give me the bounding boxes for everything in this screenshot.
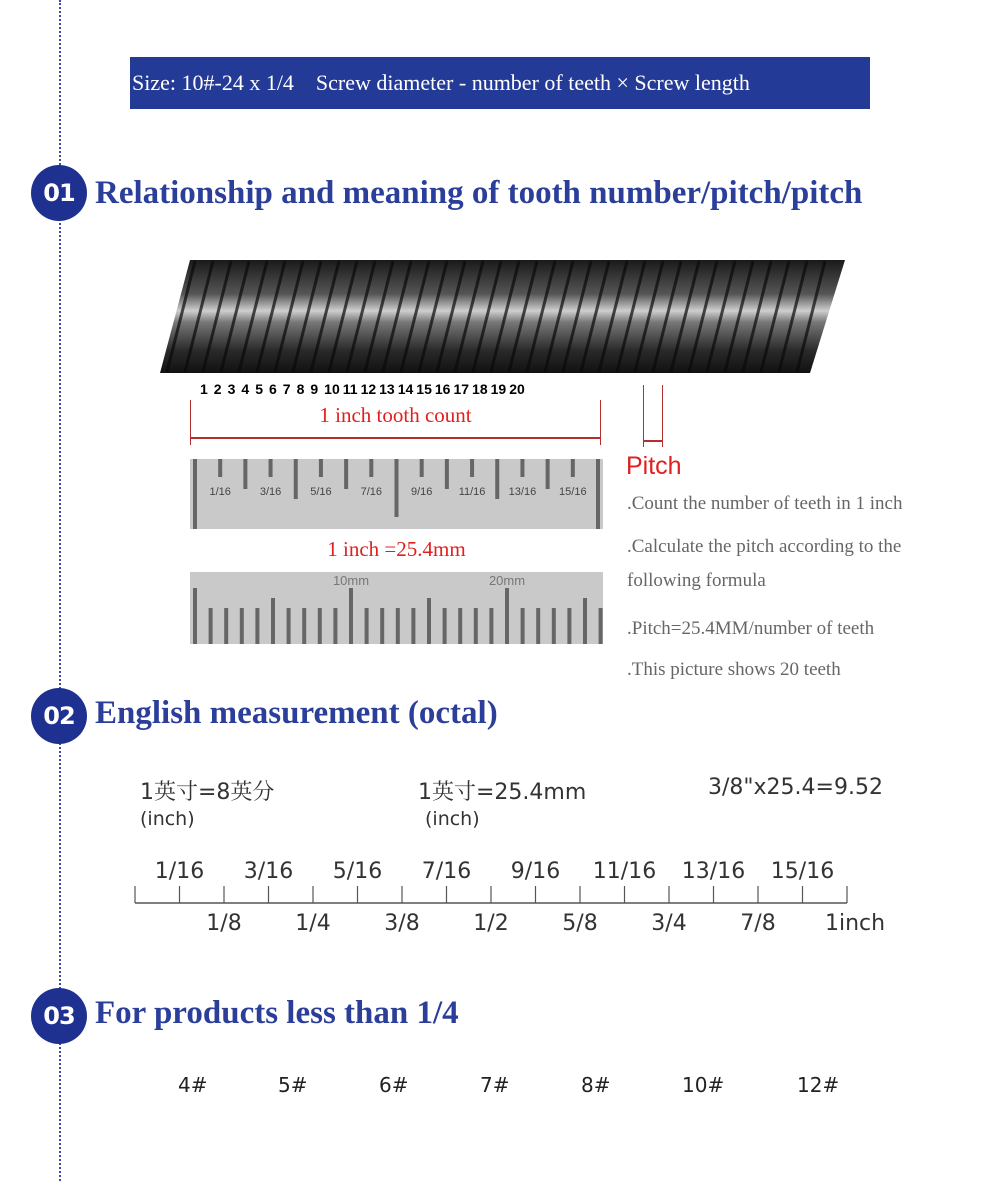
mm-ruler-tick	[599, 608, 603, 644]
section-title-02: English measurement (octal)	[95, 695, 498, 731]
section-number-02: 02	[31, 688, 87, 744]
tooth-number: 14	[397, 381, 414, 397]
tooth-number: 19	[490, 381, 507, 397]
inch-ruler-label: 9/16	[410, 486, 433, 498]
inch-ruler-tick	[445, 459, 449, 489]
inch-ruler-tick	[395, 459, 399, 517]
note-calc-pitch: .Calculate the pitch according to the	[627, 536, 902, 557]
tooth-numbers	[200, 381, 528, 397]
pitch-line-left	[643, 385, 644, 447]
mm-ruler-tick	[287, 608, 291, 644]
scale-bottom-label: 3/4	[651, 911, 687, 936]
eq-inch-sub-2: (inch)	[425, 808, 480, 830]
mm-ruler-tick	[209, 608, 213, 644]
tooth-number: 4	[241, 381, 250, 397]
scale-bottom-label: 5/8	[562, 911, 598, 936]
inch-ruler-label: 1/16	[209, 486, 231, 498]
scale-top-label: 1/16	[154, 859, 205, 884]
mm-ruler-tick	[443, 608, 447, 644]
inch-ruler	[190, 459, 603, 529]
tooth-number: 16	[434, 381, 451, 397]
mm-ruler-tick	[349, 588, 353, 644]
scale-bottom-label: 1/2	[473, 911, 509, 936]
mm-ruler-tick	[271, 598, 275, 644]
mm-ruler-label: 20mm	[488, 573, 526, 588]
inch-ruler-tick	[571, 459, 575, 477]
scale-top-label: 15/16	[770, 859, 835, 884]
inch-ruler-tick	[369, 459, 373, 477]
mm-ruler-tick	[365, 608, 369, 644]
section-number-03: 03	[31, 988, 87, 1044]
inch-ruler-tick	[344, 459, 348, 489]
tooth-number: 20	[509, 381, 525, 397]
pitch-bar	[643, 440, 663, 442]
scale-top-label: 9/16	[510, 859, 561, 884]
mm-ruler-label: 10mm	[332, 573, 370, 588]
mm-ruler-tick	[583, 598, 587, 644]
mm-ruler-tick	[458, 608, 462, 644]
inch-ruler-label: 5/16	[310, 486, 332, 498]
mm-ruler-tick	[240, 608, 244, 644]
product-size-7: 7#	[480, 1073, 510, 1097]
note-teeth-count: .This picture shows 20 teeth	[627, 659, 841, 680]
tooth-number: 18	[472, 381, 488, 397]
mm-ruler-tick	[474, 608, 478, 644]
product-size-8: 8#	[581, 1073, 611, 1097]
pitch-line-right	[662, 385, 663, 447]
scale-top-label: 7/16	[421, 859, 472, 884]
tooth-number: 11	[342, 381, 358, 397]
eq-three-eighths: 3/8"x25.4=9.52	[708, 775, 883, 800]
screw-image	[155, 255, 855, 380]
tooth-number: 2	[213, 381, 222, 397]
inch-ruler-tick	[420, 459, 424, 477]
tooth-number: 17	[453, 381, 470, 397]
eq-inch-to-fen: 1英寸=8英分	[140, 780, 275, 805]
tooth-number: 9	[310, 381, 319, 397]
scale-bottom-label: 3/8	[384, 911, 420, 936]
mm-ruler-tick	[302, 608, 306, 644]
tooth-number: 8	[296, 381, 305, 397]
product-size-6: 6#	[379, 1073, 409, 1097]
mm-ruler-tick	[224, 608, 228, 644]
tooth-number: 6	[268, 381, 277, 397]
mm-ruler-tick	[552, 608, 556, 644]
mm-ruler-tick	[427, 598, 431, 644]
inch-ruler-tick	[243, 459, 247, 489]
inch-ruler-tick	[193, 459, 197, 529]
tooth-number: 5	[255, 381, 263, 397]
section-number-01: 01	[31, 165, 87, 221]
scale-bottom-label: 1inch	[824, 911, 886, 936]
note-formula: following formula	[627, 570, 766, 591]
note-count-teeth: .Count the number of teeth in 1 inch	[627, 493, 903, 514]
mm-ruler-tick	[505, 588, 509, 644]
mm-ruler-tick	[380, 608, 384, 644]
pitch-label: Pitch	[626, 452, 682, 480]
inch-ruler-label: 3/16	[259, 486, 282, 498]
inch-fraction-scale	[120, 850, 900, 950]
inch-ruler-tick	[269, 459, 273, 477]
size-banner-text: Size: 10#-24 x 1/4 Screw diameter - number of teeth × Screw length	[132, 70, 750, 95]
inch-ruler-tick	[495, 459, 499, 499]
product-size-4: 4#	[178, 1073, 208, 1097]
inch-ruler-tick	[520, 459, 524, 477]
scale-top-label: 3/16	[243, 859, 294, 884]
scale-top-label: 5/16	[332, 859, 383, 884]
inch-ruler-tick	[218, 459, 222, 477]
mm-ruler-tick	[521, 608, 525, 644]
scale-top-label: 13/16	[681, 859, 746, 884]
product-size-5: 5#	[278, 1073, 308, 1097]
tooth-number: 7	[282, 381, 291, 397]
eq-inch-to-mm: 1英寸=25.4mm	[418, 780, 587, 805]
section-title-01: Relationship and meaning of tooth number/pitch/pitch	[95, 175, 863, 211]
inch-ruler-tick	[546, 459, 550, 489]
section-title-03: For products less than 1/4	[95, 995, 459, 1031]
mm-ruler	[190, 572, 603, 644]
inch-ruler-label: 13/16	[508, 486, 537, 498]
tooth-number: 10	[324, 381, 340, 397]
product-size-10: 10#	[682, 1073, 725, 1097]
bracket-line	[190, 437, 601, 439]
scale-bottom-label: 7/8	[740, 911, 776, 936]
inch-ruler-tick	[596, 459, 600, 529]
mm-ruler-tick	[489, 608, 493, 644]
mm-ruler-tick	[396, 608, 400, 644]
inch-ruler-label: 15/16	[559, 486, 587, 498]
tooth-number: 15	[416, 381, 432, 397]
size-banner	[130, 57, 870, 109]
mm-ruler-tick	[255, 608, 259, 644]
mm-ruler-tick	[318, 608, 322, 644]
scale-bottom-label: 1/4	[295, 911, 331, 936]
inch-ruler-label: 11/16	[458, 486, 486, 498]
eq-inch-sub-1: (inch)	[140, 808, 195, 830]
inch-conversion-label: 1 inch =25.4mm	[327, 537, 466, 561]
product-size-12: 12#	[797, 1073, 840, 1097]
inch-ruler-tick	[294, 459, 298, 499]
tooth-number: 1	[200, 381, 208, 397]
inch-ruler-tick	[319, 459, 323, 477]
scale-bottom-label: 1/8	[206, 911, 242, 936]
tooth-number: 13	[379, 381, 395, 397]
mm-ruler-tick	[567, 608, 571, 644]
tooth-number: 12	[360, 381, 377, 397]
mm-ruler-tick	[411, 608, 415, 644]
tooth-count-label: 1 inch tooth count	[319, 403, 472, 427]
scale-top-label: 11/16	[592, 859, 657, 884]
note-pitch-formula: .Pitch=25.4MM/number of teeth	[627, 618, 875, 639]
inch-ruler-tick	[470, 459, 474, 477]
tooth-number: 3	[227, 381, 236, 397]
mm-ruler-tick	[193, 588, 197, 644]
mm-ruler-tick	[333, 608, 337, 644]
inch-ruler-label: 7/16	[360, 486, 383, 498]
mm-ruler-tick	[536, 608, 540, 644]
